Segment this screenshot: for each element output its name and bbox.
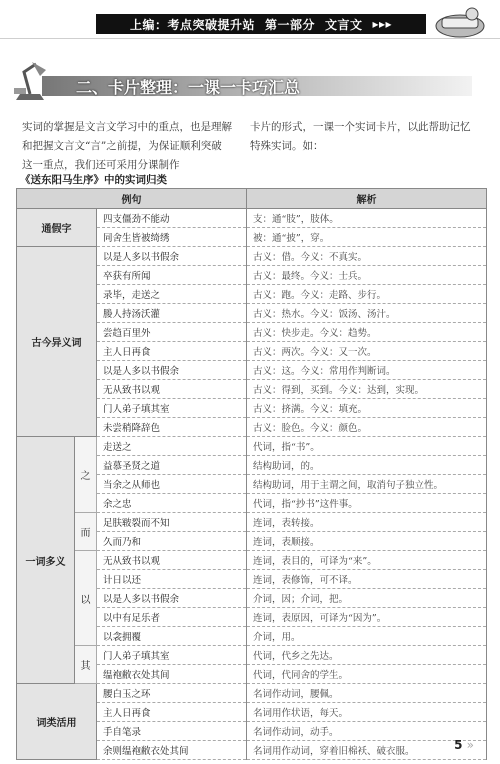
- example-cell: 无从致书以观: [97, 551, 247, 570]
- example-cell: 四支僵劲不能动: [97, 209, 247, 228]
- example-cell: 无从致书以观: [97, 380, 247, 399]
- analysis-cell: 代词，代乡之先达。: [247, 646, 487, 665]
- example-cell: 录毕，走送之: [97, 285, 247, 304]
- example-cell: 余则缊袍敝衣处其间: [97, 741, 247, 760]
- analysis-cell: 连词，表顺接。: [247, 532, 487, 551]
- table-row: [17, 551, 487, 570]
- example-cell: 同舍生皆被绮绣: [97, 228, 247, 247]
- analysis-cell: 连词，表修饰，可不译。: [247, 570, 487, 589]
- table-row: [17, 513, 487, 532]
- subword-cell: 其: [75, 646, 97, 684]
- analysis-cell: 连词，表原因，可译为“因为”。: [247, 608, 487, 627]
- example-cell: 门人弟子填其室: [97, 399, 247, 418]
- example-cell: 缊袍敝衣处其间: [97, 665, 247, 684]
- analysis-cell: 介词，因；介词，把。: [247, 589, 487, 608]
- example-cell: 走送之: [97, 437, 247, 456]
- example-cell: 以是人多以书假余: [97, 589, 247, 608]
- page-number-value: 5: [454, 738, 463, 752]
- analysis-cell: 古义：这。今义：常用作判断词。: [247, 361, 487, 380]
- header-part: 上编：考点突破提升站: [129, 17, 255, 32]
- analysis-cell: 古义：脸色。今义：颜色。: [247, 418, 487, 437]
- book-cartoon-icon: [432, 6, 488, 40]
- example-cell: 余之忠: [97, 494, 247, 513]
- category-cell: 通假字: [17, 209, 97, 247]
- example-cell: 以中有足乐者: [97, 608, 247, 627]
- example-cell: 当余之从师也: [97, 475, 247, 494]
- subword-cell: 而: [75, 513, 97, 551]
- analysis-cell: 连词，表转接。: [247, 513, 487, 532]
- table-body: [17, 209, 487, 760]
- table-header-row: [17, 189, 487, 209]
- header-arrow-icon: ▸▸▸: [372, 17, 393, 31]
- analysis-cell: 代词，指“书”。: [247, 437, 487, 456]
- analysis-cell: 古义：热水。今义：饭汤、汤汁。: [247, 304, 487, 323]
- analysis-cell: 古义：挤满。今义：填充。: [247, 399, 487, 418]
- word-table: [16, 188, 487, 760]
- analysis-cell: 结构助词，的。: [247, 456, 487, 475]
- category-cell: 古今异义词: [17, 247, 97, 437]
- example-cell: 以衾拥覆: [97, 627, 247, 646]
- analysis-cell: 古义：两次。今义：又一次。: [247, 342, 487, 361]
- analysis-cell: 支：通“肢”，肢体。: [247, 209, 487, 228]
- table-caption: 《送东阳马生序》中的实词归类: [20, 174, 167, 186]
- page-number: [454, 738, 474, 752]
- section-title: 二、卡片整理：一课一卡巧汇总: [76, 78, 301, 97]
- category-cell: 一词多义: [17, 437, 75, 684]
- analysis-cell: 代词，指“抄书”这件事。: [247, 494, 487, 513]
- analysis-cell: 被：通“披”，穿。: [247, 228, 487, 247]
- example-cell: 计日以还: [97, 570, 247, 589]
- section-heading: [10, 58, 490, 108]
- header-section: 第一部分: [264, 17, 315, 32]
- example-cell: 久而乃和: [97, 532, 247, 551]
- subword-cell: 以: [75, 551, 97, 646]
- column-header-analysis: 解析: [247, 189, 487, 209]
- analysis-cell: 古义：快步走。今义：趋势。: [247, 323, 487, 342]
- example-cell: 门人弟子填其室: [97, 646, 247, 665]
- table-row: [17, 684, 487, 703]
- category-cell: 词类活用: [17, 684, 97, 760]
- example-cell: 腰白玉之环: [97, 684, 247, 703]
- example-cell: 益慕圣贤之道: [97, 456, 247, 475]
- analysis-cell: 古义：跑。今义：走路、步行。: [247, 285, 487, 304]
- analysis-cell: 名词作动词，腰佩。: [247, 684, 487, 703]
- example-cell: 手自笔录: [97, 722, 247, 741]
- example-cell: 卒获有所闻: [97, 266, 247, 285]
- analysis-cell: 介词，用。: [247, 627, 487, 646]
- example-cell: 以是人多以书假余: [97, 247, 247, 266]
- example-cell: 媵人持汤沃灌: [97, 304, 247, 323]
- table-row: [17, 646, 487, 665]
- example-cell: 未尝稍降辞色: [97, 418, 247, 437]
- analysis-cell: 名词作动词，动手。: [247, 722, 487, 741]
- analysis-cell: 结构助词，用于主谓之间，取消句子独立性。: [247, 475, 487, 494]
- column-header-example: 例句: [17, 189, 247, 209]
- analysis-cell: 古义：得到，买到。今义：达到，实现。: [247, 380, 487, 399]
- example-cell: 以是人多以书假余: [97, 361, 247, 380]
- table-row: [17, 247, 487, 266]
- header-subject: 文言文: [324, 17, 363, 32]
- page-arrow-icon: »: [466, 738, 474, 752]
- intro-right-column: 卡片的形式，一课一个实词卡片，以此帮助记忆特殊实词。如：: [250, 121, 471, 152]
- example-cell: 主人日再食: [97, 342, 247, 361]
- subword-cell: 之: [75, 437, 97, 513]
- example-cell: 足肤皲裂而不知: [97, 513, 247, 532]
- intro-left-column: 实词的掌握是文言文学习中的重点，也是理解和把握文言文“言”之前提，为保证顺利突破这一重点，我们还可采用分课制作: [22, 121, 232, 171]
- table-row: [17, 437, 487, 456]
- example-cell: 主人日再食: [97, 703, 247, 722]
- analysis-cell: 名词用作状语，每天。: [247, 703, 487, 722]
- table-row: [17, 209, 487, 228]
- running-header: [96, 14, 426, 34]
- analysis-cell: 连词，表目的，可译为“来”。: [247, 551, 487, 570]
- example-cell: 尝趋百里外: [97, 323, 247, 342]
- analysis-cell: 古义：最终。今义：士兵。: [247, 266, 487, 285]
- header-rule: [0, 38, 500, 39]
- analysis-cell: 代词，代同舍的学生。: [247, 665, 487, 684]
- analysis-cell: 古义：借。今义：不真实。: [247, 247, 487, 266]
- analysis-cell: 名词用作动词，穿着旧棉袄、破衣服。: [247, 741, 487, 760]
